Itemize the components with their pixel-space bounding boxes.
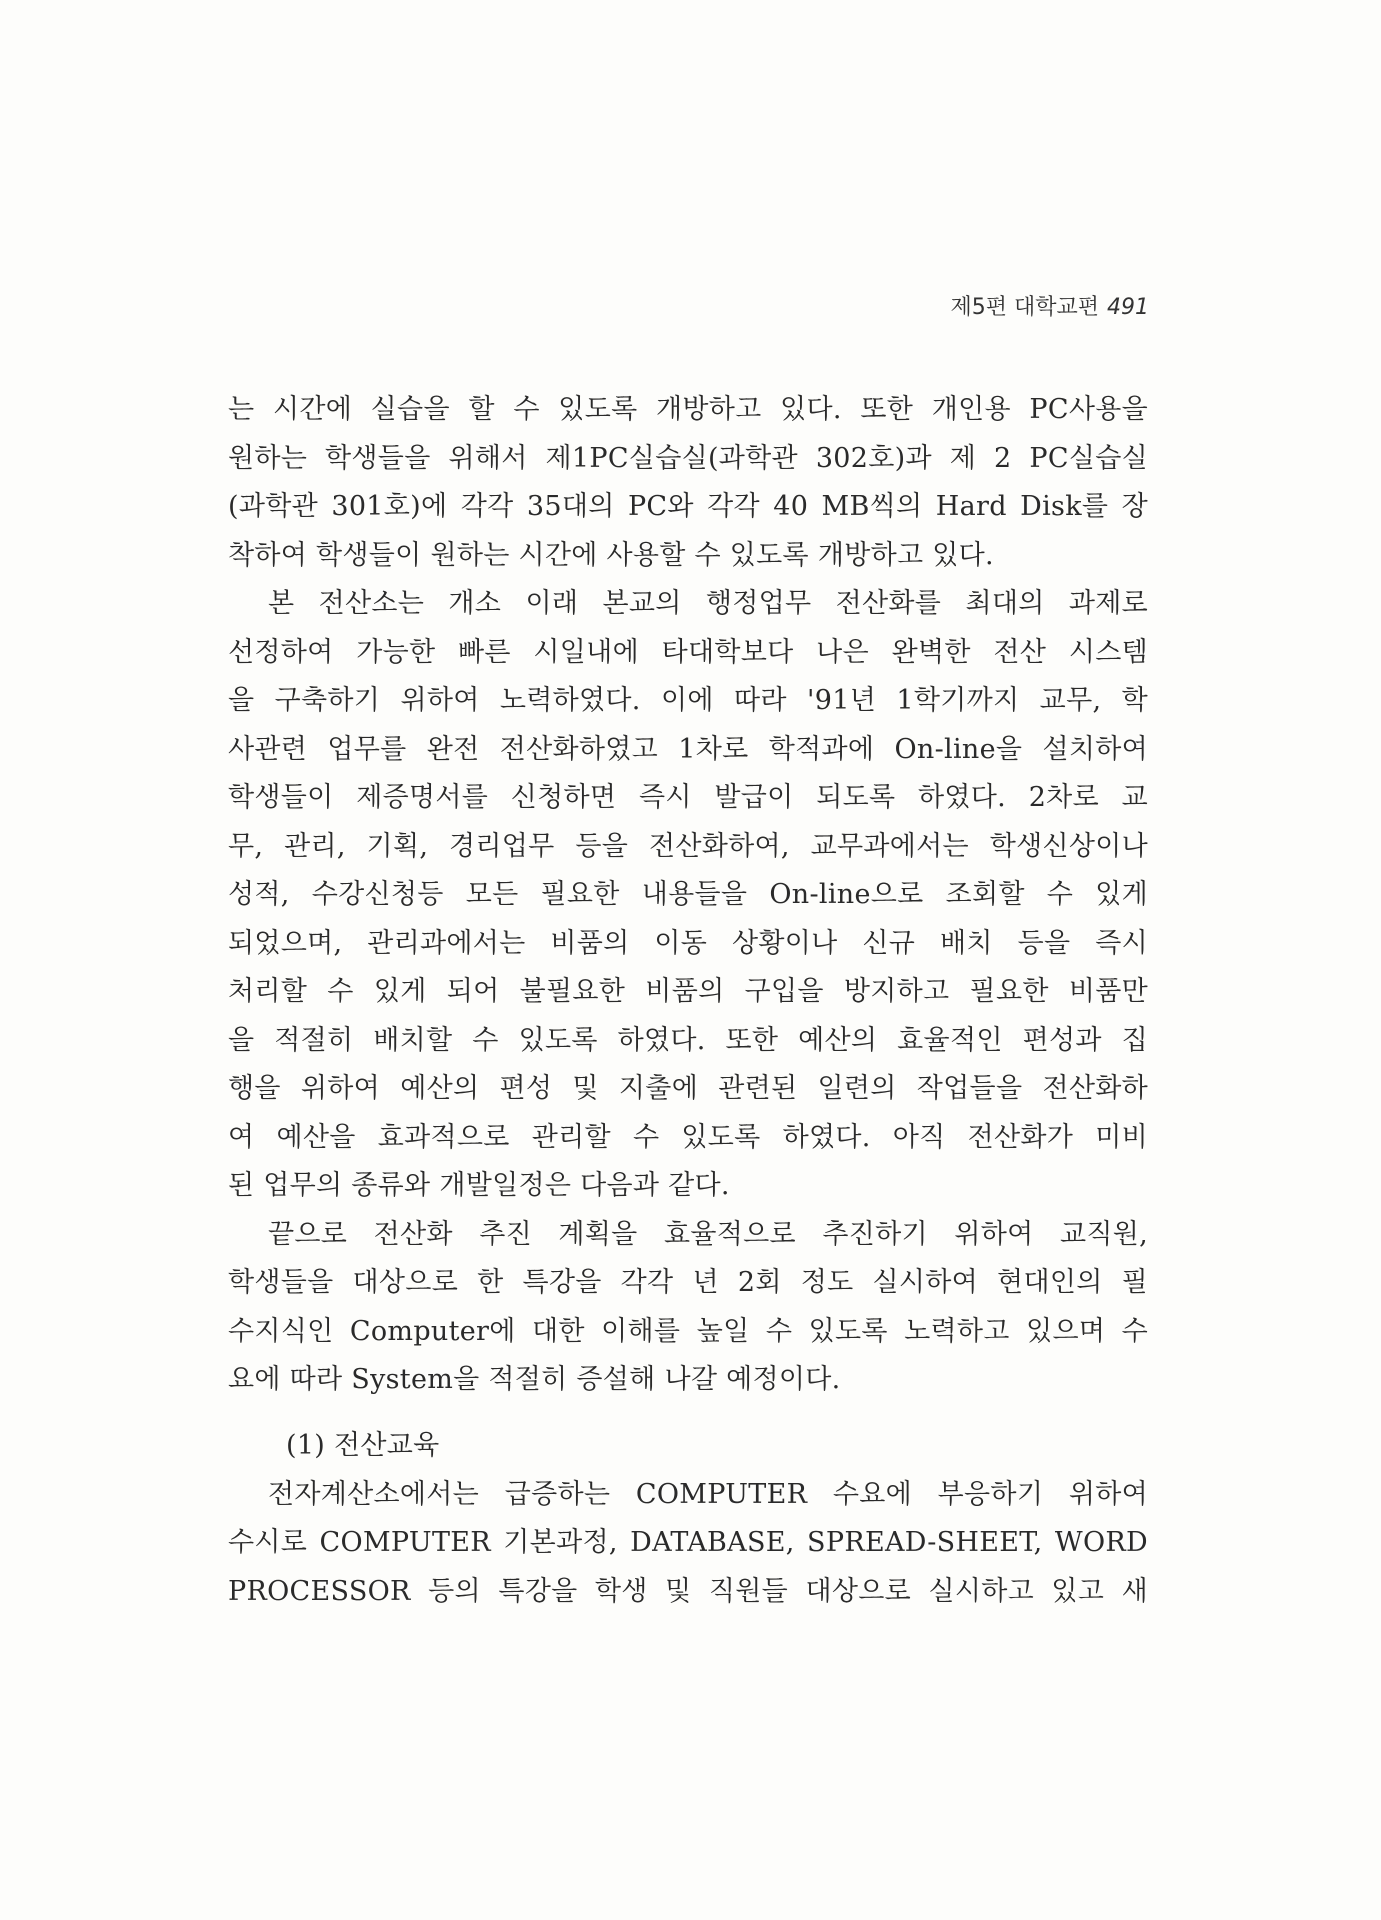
text-line: 무, 관리, 기획, 경리업무 등을 전산화하여, 교무과에서는 학생신상이나 xyxy=(228,830,1148,862)
section-heading: (1) 전산교육 xyxy=(286,1430,440,1461)
text-line: 사관련 업무를 완전 전산화하였고 1차로 학적과에 On-line을 설치하여 xyxy=(228,733,1148,765)
text-line: 학생들을 대상으로 한 특강을 각각 년 2회 정도 실시하여 현대인의 필 xyxy=(228,1267,1148,1298)
text-line: 되었으며, 관리과에서는 비품의 이동 상황이나 신규 배치 등을 즉시 xyxy=(228,927,1148,959)
text-line: 본 전산소는 개소 이래 본교의 행정업무 전산화를 최대의 과제로 xyxy=(268,588,1148,619)
text-line: 학생들이 제증명서를 신청하면 즉시 발급이 되도록 하였다. 2차로 교 xyxy=(228,782,1148,813)
section-title: 제5편 대학교편 xyxy=(950,295,1099,320)
text-line: 을 적절히 배치할 수 있도록 하였다. 또한 예산의 효율적인 편성과 집 xyxy=(228,1024,1148,1056)
text-line: 착하여 학생들이 원하는 시간에 사용할 수 있도록 개방하고 있다. xyxy=(228,539,994,571)
text-line: (과학관 301호)에 각각 35대의 PC와 각각 40 MB씩의 Hard Disk를 장 xyxy=(228,491,1148,522)
text-line: 성적, 수강신청등 모든 필요한 내용들을 On-line으로 조회할 수 있게 xyxy=(228,879,1148,910)
text-line: PROCESSOR 등의 특강을 학생 및 직원들 대상으로 실시하고 있고 새 xyxy=(228,1575,1148,1607)
text-line: 여 예산을 효과적으로 관리할 수 있도록 하였다. 아직 전산화가 미비 xyxy=(228,1121,1148,1153)
text-line: 된 업무의 종류와 개발일정은 다음과 같다. xyxy=(228,1170,730,1201)
text-line: 원하는 학생들을 위해서 제1PC실습실(과학관 302호)과 제 2 PC실습실 xyxy=(228,442,1148,474)
body-text-block-2 xyxy=(228,1422,1148,1616)
text-line: 선정하여 가능한 빠른 시일내에 타대학보다 나은 완벽한 전산 시스템 xyxy=(228,636,1148,668)
text-line: 처리할 수 있게 되어 불필요한 비품의 구입을 방지하고 필요한 비품만 xyxy=(228,976,1148,1007)
text-line: 을 구축하기 위하여 노력하였다. 이에 따라 '91년 1학기까지 교무, 학 xyxy=(228,685,1148,716)
text-line: 수지식인 Computer에 대한 이해를 높일 수 있도록 노력하고 있으며 수 xyxy=(228,1315,1148,1347)
text-line: 수시로 COMPUTER 기본과정, DATABASE, SPREAD-SHEET, WORD xyxy=(228,1527,1148,1558)
text-line: 는 시간에 실습을 할 수 있도록 개방하고 있다. 또한 개인용 PC사용을 xyxy=(228,394,1148,425)
body-text-block-1 xyxy=(228,386,1148,1405)
page-number: 491 xyxy=(1107,295,1149,320)
text-line: 요에 따라 System을 적절히 증설해 나갈 예정이다. xyxy=(228,1364,841,1395)
running-header xyxy=(950,290,1149,321)
text-line: 전자계산소에서는 급증하는 COMPUTER 수요에 부응하기 위하여 xyxy=(268,1478,1148,1510)
text-line: 행을 위하여 예산의 편성 및 지출에 관련된 일련의 작업들을 전산화하 xyxy=(228,1073,1148,1104)
text-line: 끝으로 전산화 추진 계획을 효율적으로 추진하기 위하여 교직원, xyxy=(268,1218,1148,1250)
